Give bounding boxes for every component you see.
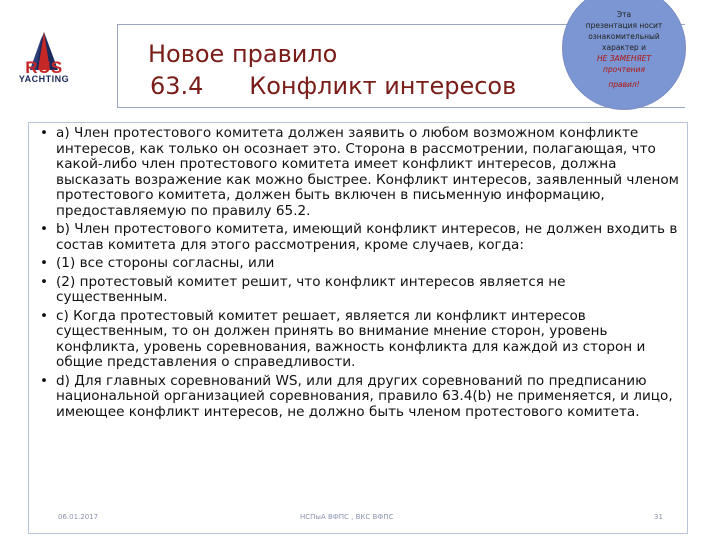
- disclaimer-line: характер и: [602, 43, 646, 52]
- list-item: • c) Когда протестовый комитет решает, является ли конфликт интересов существенным, то он должен принять во внимание мнение сторон, уровень конфликта, уровень соревнования, важность конфликта для каждой из сторон и общие представления о справедливости.: [30, 309, 680, 371]
- list-item: • b) Член протестового комитета, имеющий конфликт интересов, не должен входить в состав комитета для этого рассмотрения, кроме случаев, когда:: [30, 222, 680, 253]
- footer-page-number: 31: [654, 513, 663, 521]
- list-item: • (2) протестовый комитет решит, что конфликт интересов является не существенным.: [30, 275, 680, 306]
- disclaimer-line: ознакомительный: [588, 32, 660, 41]
- list-item: • (1) все стороны согласны, или: [30, 256, 680, 272]
- disclaimer-line: Эта: [616, 10, 632, 19]
- logo-sub: YACHTING: [18, 74, 70, 84]
- footer-date: 06.01.2017: [58, 513, 99, 521]
- disclaimer-line: правил!: [608, 80, 640, 89]
- slide-title-line1: Новое правило: [148, 40, 338, 68]
- disclaimer-line: презентация носит: [585, 21, 663, 30]
- list-item: • a) Член протестового комитета должен заявить о любом возможном конфликте интересов, как только он осознает это. Сторона в рассмотрении, полагающая, что какой-либо член протестового комитета имеет конфликт интересов, должна высказать возражение как можно быстрее. Конфликт интересов, заявленный членом протестового комитета, должен быть включен в письменную информацию, предоставляемую по правилу 65.2.: [30, 126, 680, 219]
- footer-center: НСПыА ВФПС , ВКС ВФПС: [300, 513, 394, 521]
- list-item: • d) Для главных соревнований WS, или для других соревнований по предписанию национальной организацией соревнования, правило 63.4(b) не применяется, и лицо, имеющее конфликт интересов, не должно быть членом протестового комитета.: [30, 374, 680, 421]
- slide-title-line2: 63.4 Конфликт интересов: [150, 72, 517, 100]
- logo-brand: RUS: [25, 58, 63, 77]
- rule-list: [30, 126, 680, 423]
- disclaimer-warning: НЕ ЗАМЕНЯЕТ: [596, 54, 652, 63]
- disclaimer-line: прочтения: [603, 65, 645, 74]
